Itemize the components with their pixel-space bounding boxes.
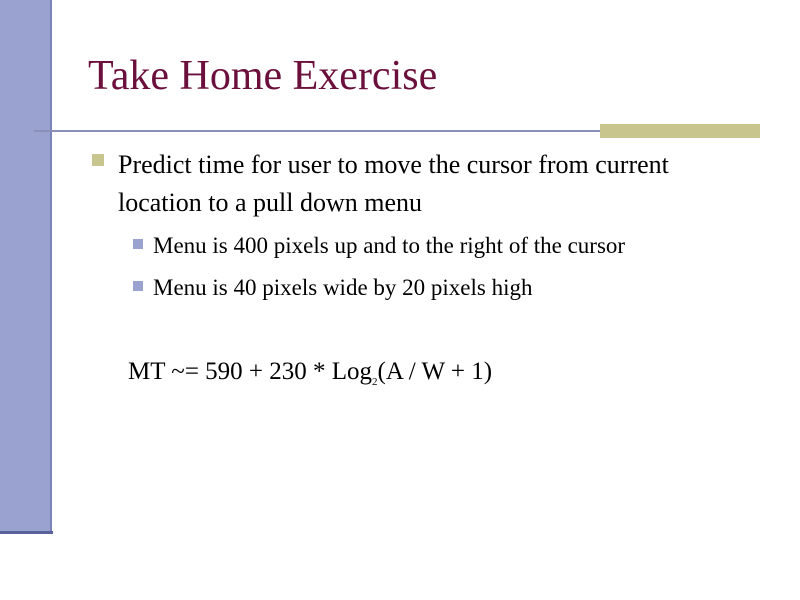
square-bullet-icon xyxy=(92,154,104,166)
formula-subscript: 2 xyxy=(372,376,378,388)
left-bar-bottom-edge xyxy=(0,531,53,534)
main-bullet-text: Predict time for user to move the cursor from current location to a pull down menu xyxy=(118,150,669,217)
sub-bullet-text: Menu is 40 pixels wide by 20 pixels high xyxy=(153,275,533,300)
sub-bullet-text: Menu is 400 pixels up and to the right of the cursor xyxy=(153,233,626,258)
left-decorative-bar xyxy=(0,0,52,534)
fitts-law-formula xyxy=(128,355,492,399)
title-accent-bar xyxy=(600,124,760,138)
formula-prefix: MT ~= 590 + 230 * Log xyxy=(128,358,373,385)
square-bullet-icon xyxy=(133,239,143,249)
square-bullet-icon xyxy=(133,281,143,291)
slide-title: Take Home Exercise xyxy=(88,53,438,99)
formula-suffix: (A / W + 1) xyxy=(377,358,493,385)
